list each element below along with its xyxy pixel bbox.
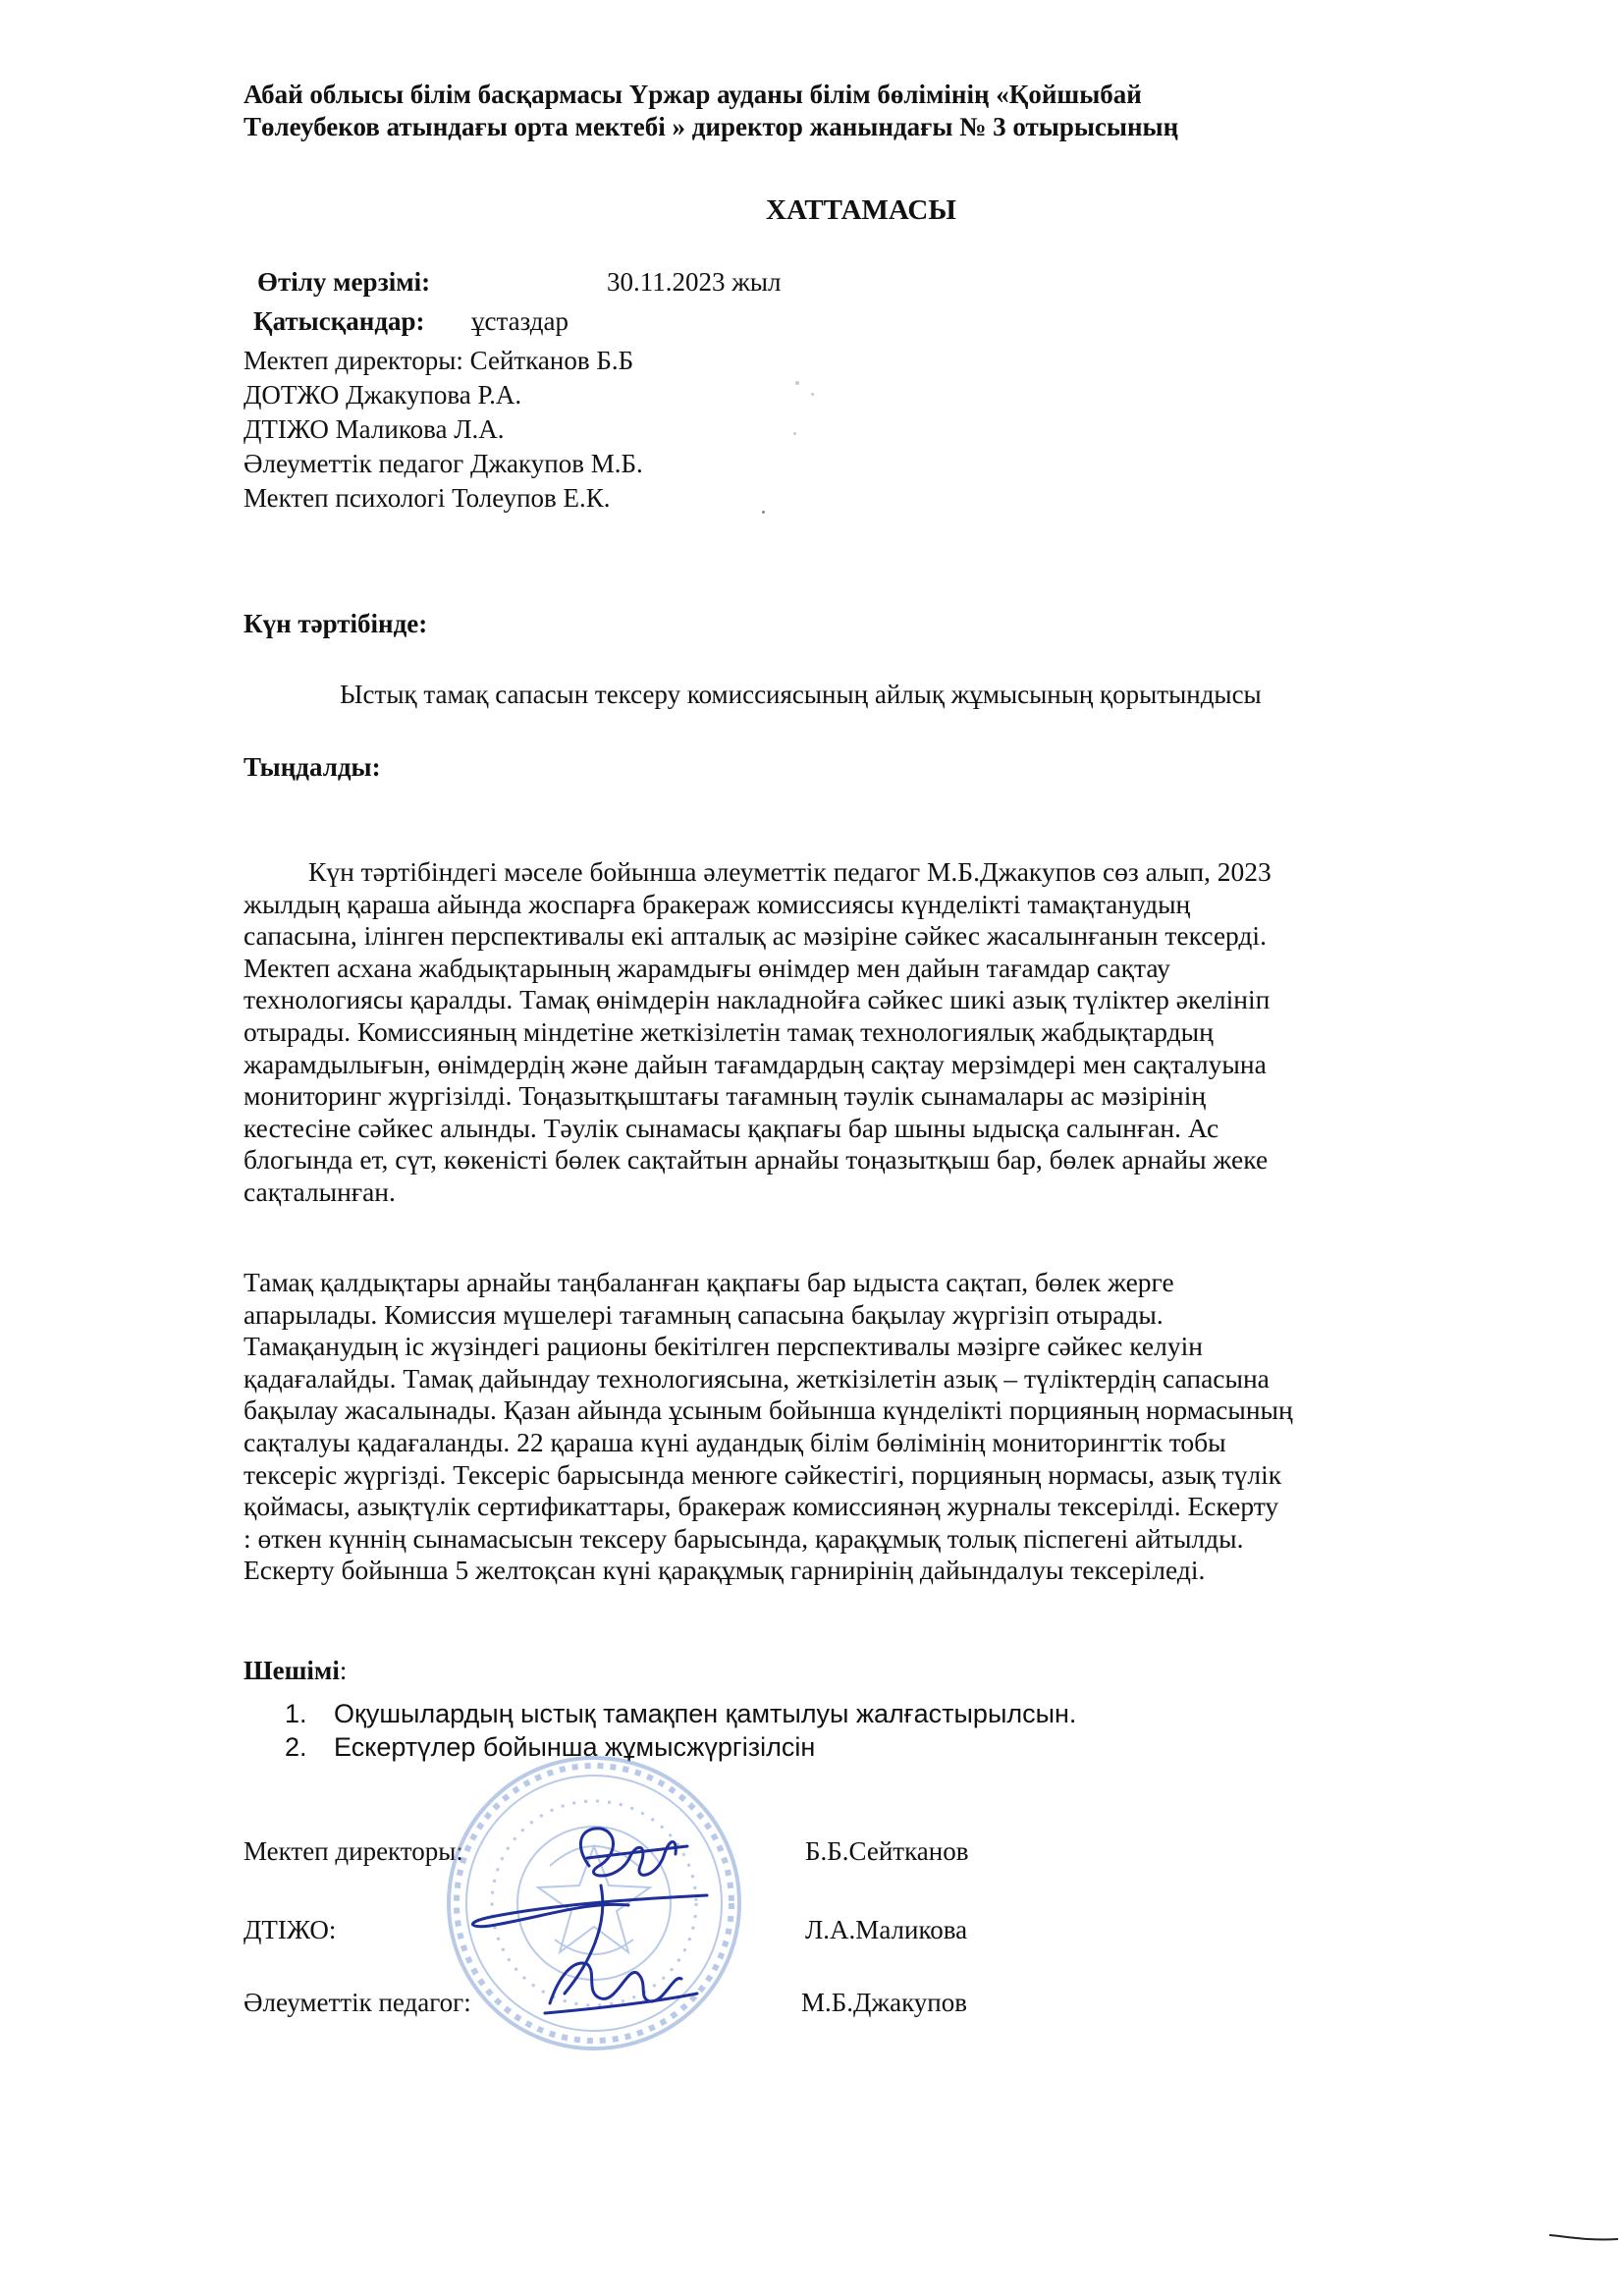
- text-line: Тамақ қалдықтары арнайы таңбаланған қақпағы бар ыдыста сақтап, бөлек жерге: [244, 1267, 1174, 1297]
- scan-speck: [793, 432, 796, 435]
- text-line: кестесіне сәйкес алынды. Тәулік сынамасы қақпағы бар шыны ыдысқа салынған. Ас: [244, 1112, 1219, 1143]
- text-line: жарамдылығын, өнімдердің және дайын тағамдардың сақтау мерзімдері мен сақталуына: [244, 1048, 1267, 1079]
- text-line: блогында ет, сүт, көкеністі бөлек сақтайтын арнайы тоңазытқыш бар, бөлек арнайы жеке: [244, 1144, 1269, 1175]
- text-line: : өткен күннің сынамасысын тексеру барысында, қарақұмық толық піспегені айтылды.: [244, 1522, 1244, 1554]
- list-item-number: 2.: [285, 1732, 307, 1762]
- attendee-item: Мектеп директоры: Сейтканов Б.Б: [244, 346, 634, 375]
- attendee-item: ДОТЖО Джакупова Р.А.: [244, 380, 522, 410]
- agenda-item: Ыстық тамақ сапасын тексеру комиссиясының айлық жұмысының қорытындысы: [340, 680, 1262, 709]
- text-line: Күн тәртібіндегі мәселе бойынша әлеуметтік педагог М.Б.Джакупов сөз алып, 2023: [308, 856, 1272, 887]
- text-line: бақылау жасалынады. Қазан айында ұсыным бойынша күнделікті порцияның нормасының: [244, 1394, 1293, 1426]
- decision-heading-colon: :: [339, 1656, 348, 1685]
- document-title: ХАТТАМАСЫ: [766, 194, 956, 226]
- signature-name: М.Б.Джакупов: [801, 1988, 968, 2017]
- text-line: сапасына, ілінген перспективалы екі апталық ас мәзіріне сәйкес жасалынғанын тексерді.: [244, 920, 1267, 952]
- text-line: апарылады. Комиссия мүшелері тағамның сапасына бақылау жүргізіп отырады.: [244, 1298, 1164, 1330]
- signature-role: Әлеуметтік педагог:: [244, 1988, 471, 2017]
- text-line: сақталуы қадағаланды. 22 қараша күні аудандық білім бөлімінің мониторингтік тобы: [244, 1426, 1226, 1457]
- participants-label: Қатысқандар:: [253, 306, 425, 336]
- agenda-heading: Күн тәртібінде:: [244, 609, 428, 638]
- text-line: технологиясы қаралды. Тамақ өнімдерін накладнойға сәйкес шикі азық түліктер әкелініп: [244, 984, 1271, 1015]
- text-line: Мектеп асхана жабдықтарының жарамдығы өнімдер мен дайын тағамдар сақтау: [244, 952, 1170, 983]
- scan-speck: [795, 381, 799, 385]
- list-item-text: Ескертүлер бойынша жұмысжүргізілсін: [334, 1732, 816, 1762]
- header-line-1: Абай облысы білім басқармасы Үржар ауданы білім бөлімінің «Қойшыбай: [244, 80, 1142, 109]
- signature-role: Мектеп директоры:: [244, 1836, 463, 1866]
- text-line: Ескерту бойынша 5 желтоқсан күні қарақұмық гарнирінің дайындалуы тексеріледі.: [244, 1555, 1206, 1586]
- list-item-number: 1.: [285, 1699, 307, 1728]
- date-value: 30.11.2023 жыл: [607, 267, 782, 297]
- participants-value: ұстаздар: [471, 306, 568, 336]
- text-line: отырады. Комиссияның міндетіне жеткізілетін тамақ технологиялық жабдықтардың: [244, 1015, 1214, 1047]
- attendee-item: Мектеп психологі Толеупов Е.К.: [244, 483, 611, 513]
- scan-speck: [811, 393, 814, 396]
- text-line: жылдың қараша айында жоспарға бракераж комиссиясы күнделікті тамақтанудың: [244, 888, 1191, 919]
- date-label: Өтілу мерзімі:: [257, 267, 431, 297]
- scan-speck: [762, 511, 765, 514]
- text-line: Тамақанудың іс жүзіндегі рационы бекітілген перспективалы мәзірге сәйкес келуін: [244, 1331, 1203, 1362]
- listened-heading: Тыңдалды:: [244, 752, 381, 782]
- text-line: мониторинг жүргізілді. Тоңазытқыштағы тағамның тәулік сынамалары ас мәзірінің: [244, 1080, 1207, 1112]
- text-line: қадағалайды. Тамақ дайындау технологиясына, жеткізілетін азық – түліктердің сапасына: [244, 1362, 1270, 1394]
- decision-heading-text: Шешімі: [244, 1656, 340, 1685]
- signature-name: Б.Б.Сейтканов: [805, 1836, 969, 1866]
- signature-name: Л.А.Маликова: [805, 1915, 968, 1944]
- text-line: қоймасы, азықтүлік сертификаттары, бракераж комиссиянәң журналы тексерілді. Ескерту: [244, 1491, 1279, 1522]
- page-edge-mark: [1549, 2235, 1618, 2240]
- attendee-item: Әлеуметтік педагог Джакупов М.Б.: [244, 449, 643, 478]
- signature-role: ДТІЖО:: [244, 1915, 337, 1944]
- text-line: сақталынған.: [244, 1175, 396, 1207]
- attendee-item: ДТІЖО Маликова Л.А.: [244, 414, 505, 444]
- text-line: тексеріс жүргізді. Тексеріс барысында менюге сәйкестігі, порцияның нормасы, азық түлік: [244, 1458, 1282, 1490]
- list-item-text: Оқушылардың ыстық тамақпен қамтылуы жалғастырылсын.: [334, 1699, 1077, 1728]
- header-line-2: Төлеубеков атындағы орта мектебі » директор жанындағы № 3 отырысының: [244, 112, 1179, 141]
